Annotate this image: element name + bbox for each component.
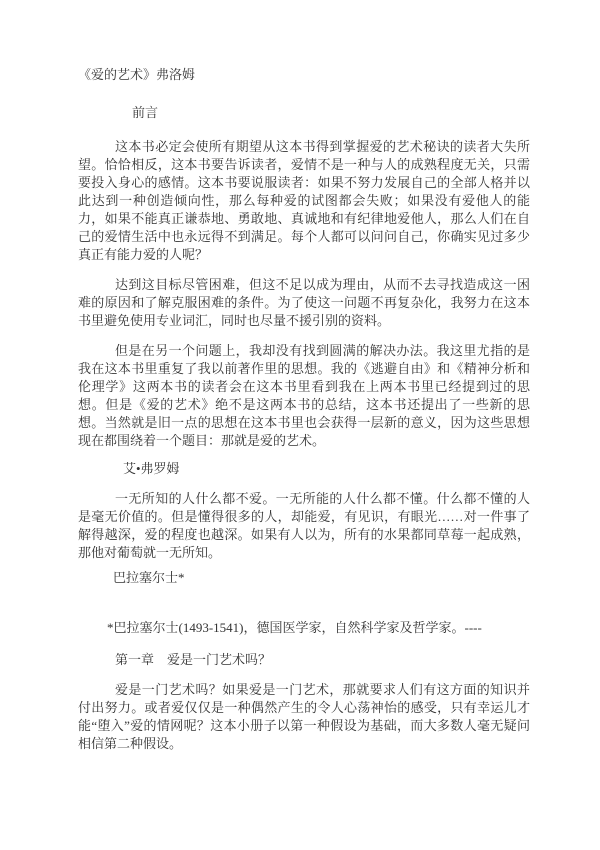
footnote: *巴拉塞尔士(1493-1541)，德国医学家，自然科学家及哲学家。----: [107, 620, 482, 635]
quote-paragraph: 一无所知的人什么都不爱。一无所能的人什么都不懂。什么都不懂的人是毫无价值的。但是懂得很多的人，却能爱，有见识，有眼光……对一件事了解得越深，爱的程度也越深。如果有人以为，所有的水果都同草莓一起成熟，那他对葡萄就一无所知。: [78, 491, 530, 560]
chapter-paragraph: 爱是一门艺术吗？如果爱是一门艺术，那就要求人们有这方面的知识并付出努力。或者爱仅仅是一种偶然产生的令人心荡神怡的感受，只有幸运儿才能“堕入”爱的情网呢？这本小册子以第一种假设为基础，而大多数人毫无疑问相信第二种假设。: [78, 682, 530, 751]
preface-paragraph: 这本书必定会使所有期望从这本书得到掌握爱的艺术秘诀的读者大失所望。恰恰相反，这本书要告诉读者，爱情不是一种与人的成熟程度无关，只需要投入身心的感情。这本书要说服读者：如果不努力发展自己的全部人格并以此达到一种创造倾向性，那么每种爱的试图都会失败；如果没有爱他人的能力，如果不能真正谦恭地、勇敢地、真诚地和有纪律地爱他人，那么人们在自己的爱情生活中也永远得不到满足。每个人都可以问问自己，你确实见过多少真正有能力爱的人呢？: [78, 139, 530, 262]
preface-paragraph: 达到这目标尽管困难，但这不足以成为理由，从而不去寻找造成这一困难的原因和了解克服困难的条件。为了使这一问题不再复杂化，我努力在这本书里避免使用专业词汇，同时也尽量不援引别的资料。: [78, 277, 530, 328]
quote-attribution: 巴拉塞尔士*: [113, 570, 185, 585]
book-title: 《爱的艺术》弗洛姆: [78, 67, 196, 82]
author-signature: 艾•弗罗姆: [123, 461, 180, 476]
preface-paragraph: 但是在另一个问题上，我却没有找到圆满的解决办法。我这里尤指的是我在这本书里重复了我以前著作里的思想。我的《逃避自由》和《精神分析和伦理学》这两本书的读者会在这本书里看到我在上两本书里已经提到过的思想。但是《爱的艺术》绝不是这两本书的总结，这本书还提出了一些新的思想。当然就是旧一点的思想在这本书里也会获得一层新的意义，因为这些思想现在都围绕着一个题目：那就是爱的艺术。: [78, 343, 530, 448]
chapter-heading: 第一章 爱是一门艺术吗？: [115, 652, 272, 667]
preface-heading: 前言: [132, 105, 159, 120]
